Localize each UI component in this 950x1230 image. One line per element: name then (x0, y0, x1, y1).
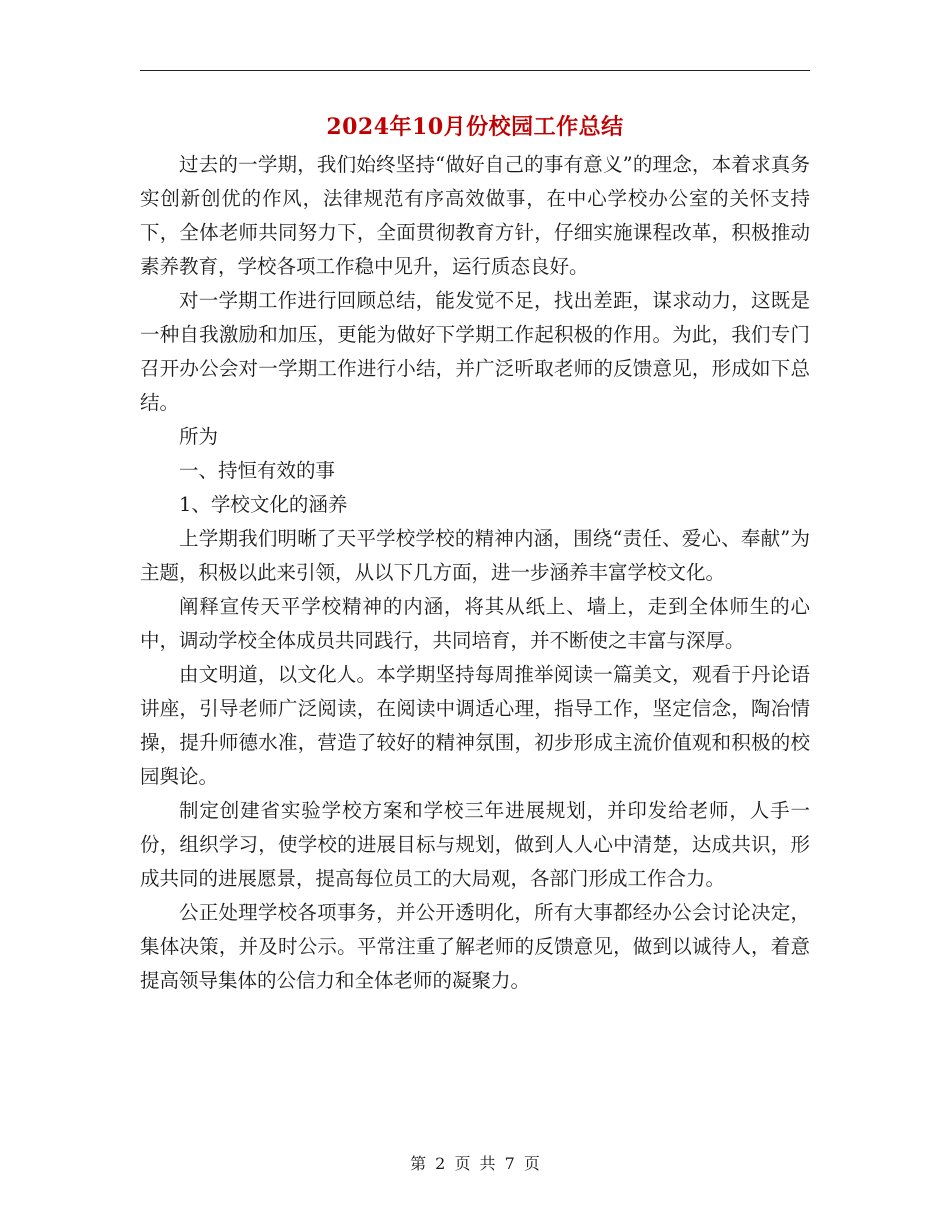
paragraph-culture-reading: 由文明道，以文化人。本学期坚持每周推举阅读一篇美文，观看于丹论语讲座，引导老师广泛阅读，在阅读中调适心理，指导工作，坚定信念，陶冶情操，提升师德水准，营造了较好的精神氛围，初步形成主流价值观和积极的校园舆论。 (140, 663, 810, 788)
paragraph-spirit-promotion: 阐释宣传天平学校精神的内涵，将其从纸上、墙上，走到全体师生的心中，调动学校全体成员共同践行，共同培育，并不断使之丰富与深厚。 (140, 595, 810, 652)
paragraph-review: 对一学期工作进行回顾总结，能发觉不足，找出差距，谋求动力，这既是一种自我激励和加压，更能为做好下学期工作起积极的作用。为此，我们专门召开办公会对一学期工作进行小结，并广泛听取老师的反馈意见，形成如下总结。 (140, 289, 810, 414)
paragraph-fair-affairs: 公正处理学校各项事务，并公开透明化，所有大事都经办公会讨论决定，集体决策，并及时公示。平常注重了解老师的反馈意见，做到以诚待人，着意提高领导集体的公信力和全体老师的凝聚力。 (140, 901, 810, 992)
paragraph-development-plan: 制定创建省实验学校方案和学校三年进展规划，并印发给老师，人手一份，组织学习，使学校的进展目标与规划，做到人人心中清楚，达成共识，形成共同的进展愿景，提高每位员工的大局观，各部门形成工作合力。 (140, 799, 810, 890)
section-heading-1: 一、持恒有效的事 (179, 459, 336, 482)
paragraph-intro: 过去的一学期，我们始终坚持“做好自己的事有意义”的理念，本着求真务实创新创优的作风，法律规范有序高效做事，在中心学校办公室的关怀支持下，全体老师共同努力下，全面贯彻教育方针，仔细实施课程改革，积极推动素养教育，学校各项工作稳中见升，运行质态良好。 (140, 153, 810, 278)
paragraph-heading-suowei: 所为 (179, 425, 219, 448)
page-number-footer: 第 2 页 共 7 页 (410, 1154, 540, 1173)
document-title: 2024年10月份校园工作总结 (326, 114, 624, 140)
paragraph-school-spirit: 上学期我们明晰了天平学校学校的精神内涵，围绕“责任、爱心、奉献”为主题，积极以此来引领，从以下几方面，进一步涵养丰富学校文化。 (140, 527, 810, 584)
subsection-heading-1-1: 1、学校文化的涵养 (179, 493, 348, 516)
document-body (140, 148, 810, 998)
header-rule (140, 70, 810, 71)
